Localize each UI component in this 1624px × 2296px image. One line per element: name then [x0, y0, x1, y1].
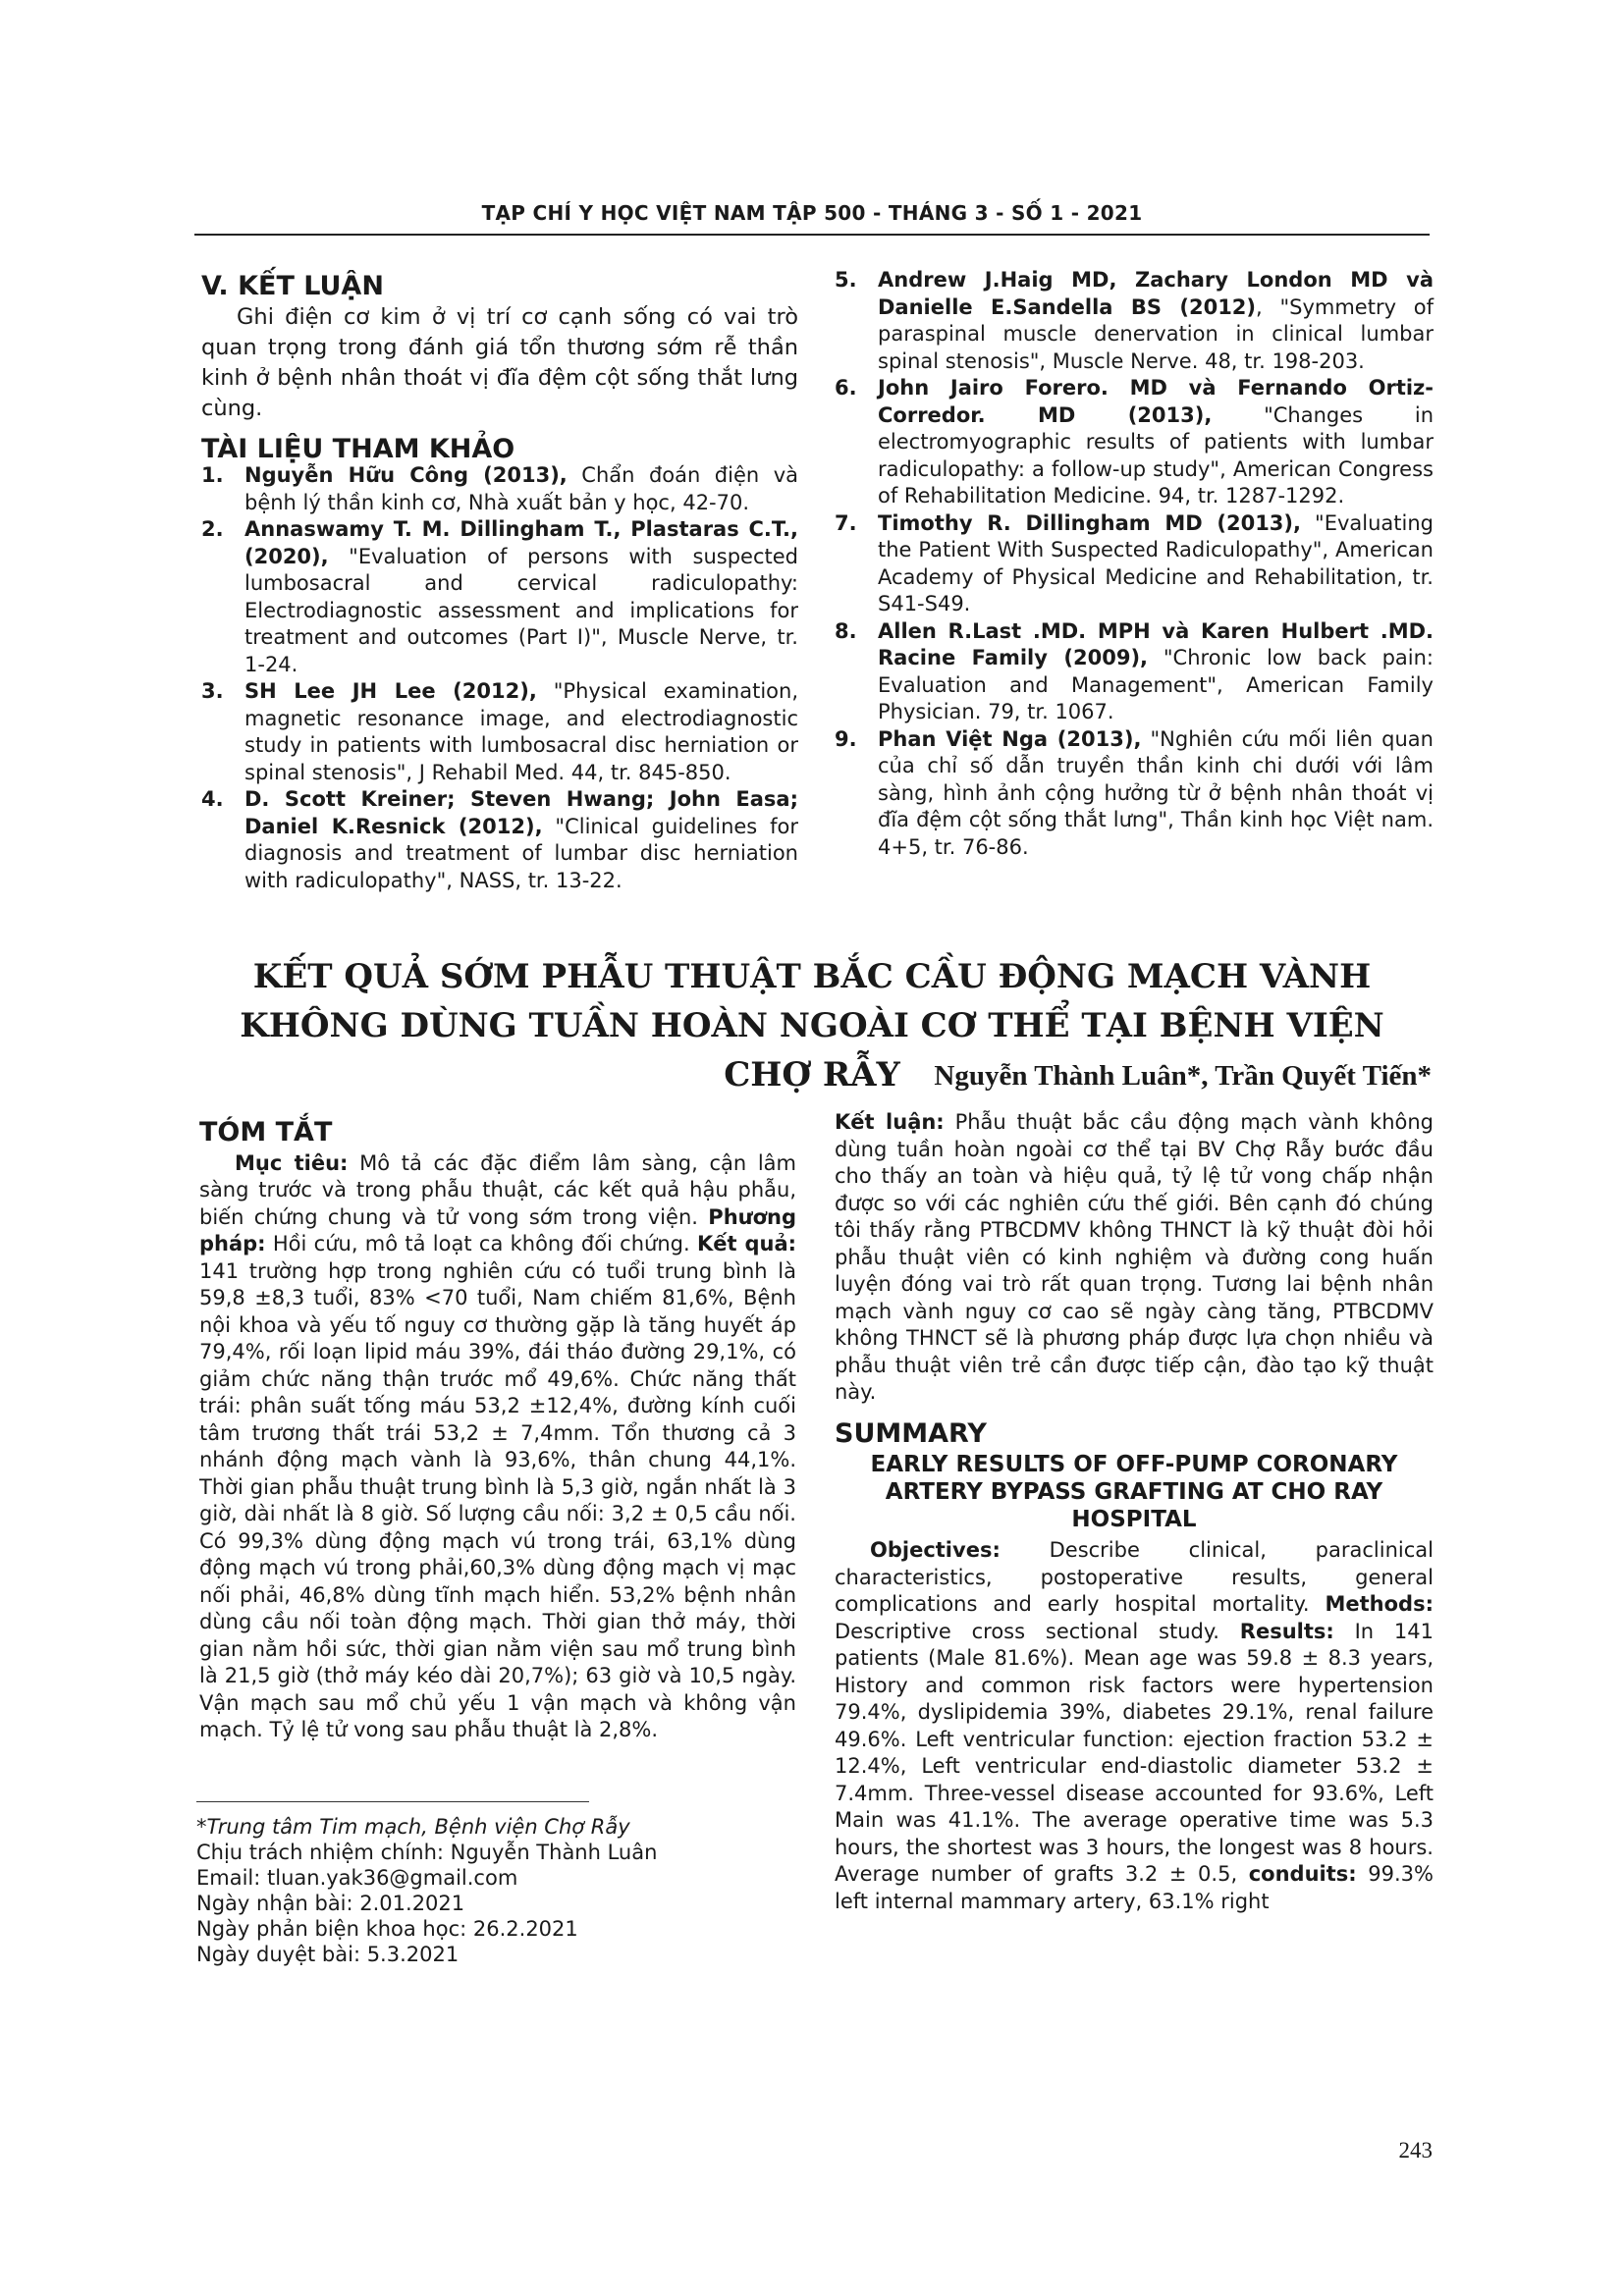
footnote-email: Email: tluan.yak36@gmail.com	[196, 1866, 518, 1890]
reference-authors: Phan Việt Nga (2013),	[878, 726, 1142, 751]
reference-authors: Timothy R. Dillingham MD (2013),	[878, 510, 1301, 535]
label-results-en: Results:	[1239, 1619, 1334, 1643]
reference-details: "Physical examination, magnetic resonance image, and electrodiagnostic study in patients with lumbosacral disc herniation or spinal stenosis", J Rehabil Med. 44, tr. 845-850.	[244, 679, 799, 784]
reference-number: 8.	[835, 618, 857, 643]
reference-list-left	[201, 462, 798, 894]
reference-number: 5.	[835, 268, 857, 292]
page-number: 243	[1398, 2138, 1433, 2163]
conclusion-text: Ghi điện cơ kim ở vị trí cơ cạnh sống có vai trò quan trọng trong đánh giá tổn thương sớm rễ thần kinh ở bệnh nhân thoát vị đĩa đệm cột sống thắt lưng cùng.	[201, 303, 798, 421]
reference-authors: Allen R.Last .MD. MPH và Karen Hulbert .MD. Racine Family (2009),	[878, 618, 1434, 669]
conclusion-heading: V. KẾT LUẬN	[201, 271, 384, 301]
header-divider	[194, 234, 1430, 236]
article-title-line-2: KHÔNG DÙNG TUẦN HOÀN NGOÀI CƠ THỂ TẠI BỆNH VIỆN CHỢ RẪY	[240, 1006, 1384, 1095]
label-conclusion: Kết luận:	[835, 1110, 945, 1134]
reference-details: "Chronic low back pain: Evaluation and Management", American Family Physician. 79, tr. 1067.	[878, 646, 1434, 723]
reference-authors: Annaswamy T. M. Dillingham T., Plastaras C.T., (2020),	[244, 517, 798, 568]
tomtat-conclusion: Phẫu thuật bắc cầu động mạch vành không dùng tuần hoàn ngoài cơ thể tại BV Chợ Rẫy bước đầu cho thấy an toàn và hiệu quả, tỷ lệ tử vong chấp nhận được so với các nghiên cứu thế giới. Bên cạnh đó chúng tôi thấy rằng PTBCDMV không THNCT là kỹ thuật đòi hỏi phẫu thuật viên có kinh nghiệm và đường cong huấn luyện đóng vai trò rất quan trọng. Tương lai bệnh nhân mạch vành nguy cơ cao sẽ ngày càng tăng, PTBCDMV không THNCT sẽ là phương pháp được lựa chọn nhiều và phẫu thuật viên trẻ cần được tiếp cận, đào tạo kỹ thuật này.	[835, 1110, 1434, 1404]
footnote-responsible: Chịu trách nhiệm chính: Nguyễn Thành Luân	[196, 1841, 658, 1864]
tomtat-heading: TÓM TẮT	[199, 1117, 333, 1148]
label-methods: Methods:	[1325, 1592, 1434, 1616]
label-objective: Mục tiêu:	[235, 1150, 349, 1175]
tomtat-conclusion-paragraph	[835, 1109, 1434, 1407]
summary-objectives: Describe clinical, paraclinical characteristics, postoperative results, general complications and early hospital mortality.	[835, 1538, 1434, 1616]
summary-results: In 141 patients (Male 81.6%). Mean age was 59.8 ± 8.3 years, History and common risk factors were hypertension 79.4%, dyslipidemia 39%, diabetes 29.1%, renal failure 49.6%. Left ventricular function: ejection fraction 53.2 ± 12.4%, Left ventricular end-diastolic diameter 53.2 ± 7.4mm. Three-vessel disease accounted for 93.6%, Left Main was 41.1%. The average operative time was 5.3 hours, the shortest was 3 hours, the longest was 8 hours. Average number of grafts 3.2 ± 0.5,	[835, 1619, 1435, 1886]
reference-details: "Clinical guidelines for diagnosis and treatment of lumbar disc herniation with radiculopathy", NASS, tr. 13-22.	[244, 814, 798, 892]
upper-right-column	[835, 267, 1434, 861]
references-heading: TÀI LIỆU THAM KHẢO	[201, 433, 515, 464]
reference-details: , "Symmetry of paraspinal muscle denervation in clinical lumbar spinal stenosis", Muscle Nerve. 48, tr. 198-203.	[878, 294, 1435, 373]
reference-number: 7.	[835, 510, 857, 535]
tomtat-body	[199, 1150, 796, 1744]
reference-item	[835, 618, 1434, 726]
reference-authors: Andrew J.Haig MD, Zachary London MD và Danielle E.Sandella BS (2012)	[878, 268, 1434, 319]
reference-number: 6.	[835, 376, 857, 400]
reference-details: "Evaluating the Patient With Suspected Radiculopathy", American Academy of Physical Medicine and Rehabilitation, tr. S41-S49.	[878, 510, 1435, 615]
summary-heading: SUMMARY	[835, 1417, 987, 1449]
reference-details: "Changes in electromyographic results of patients with lumbar radiculopathy: a follow-up study", American Congress of Rehabilitation Medicine. 94, tr. 1287-1292.	[878, 402, 1435, 507]
reference-item	[835, 726, 1434, 862]
reference-authors: Nguyễn Hữu Công (2013),	[244, 463, 568, 487]
reference-item	[835, 510, 1434, 618]
tomtat-results: 141 trường hợp trong nghiên cứu có tuổi trung bình là 59,8 ±8,3 tuổi, 83% <70 tuổi, Nam chiếm 81,6%, Bệnh nội khoa và yếu tố nguy cơ thường gặp là tăng huyết áp 79,4%, rối loạn lipid máu 39%, đái tháo đường 29,1%, có giảm chức năng thận trước mổ 49,6%. Chức năng thất trái: phân suất tống máu 53,2 ±12,4%, đường kính cuối tâm trương thất trái 53,2 ± 7,4mm. Tổn thương cả 3 nhánh động mạch vành là 93,6%, thân chung 44,1%. Thời gian phẫu thuật trung bình là 5,3 giờ, ngắn nhất là 3 giờ, dài nhất là 8 giờ. Số lượng cầu nối: 3,2 ± 0,5 cầu nối. Có 99,3% dùng động mạch vú trong trái, 63,1% dùng động mạch vú trong phải,60,3% dùng động mạch vị mạc nối phải, 46,8% dùng tĩnh mạch hiển. 53,2% bệnh nhân dùng cầu nối toàn động mạch. Thời gian thở máy, thời gian nằm hồi sức, thời gian nằm viện sau mổ trung bình là 21,5 giờ (thở máy kéo dài 20,7%); 63 giờ và 10,5 ngày. Vận mạch sau mổ chủ yếu 1 vận mạch và không vận mạch. Tỷ lệ tử vong sau phẫu thuật là 2,8%.	[199, 1258, 796, 1741]
reference-number: 9.	[835, 726, 857, 751]
reference-item	[201, 516, 798, 678]
summary-body	[835, 1537, 1434, 1915]
upper-left-column	[201, 273, 798, 894]
reference-number: 3.	[201, 679, 224, 703]
label-results: Kết quả:	[696, 1232, 797, 1255]
tomtat-method: Hồi cứu, mô tả loạt ca không đối chứng.	[265, 1232, 697, 1255]
footnote-approved: Ngày duyệt bài: 5.3.2021	[196, 1943, 460, 1966]
label-objectives: Objectives:	[870, 1538, 1001, 1562]
summary-methods: Descriptive cross sectional study.	[835, 1619, 1240, 1643]
reference-number: 4.	[201, 787, 224, 811]
summary-conduits: 99.3% left internal mammary artery, 63.1% right	[835, 1862, 1434, 1913]
reference-authors: John Jairo Forero. MD và Fernando Ortiz-Corredor. MD (2013),	[878, 376, 1434, 427]
reference-details: Chẩn đoán điện và bệnh lý thần kinh cơ, Nhà xuất bản y học, 42-70.	[244, 463, 798, 514]
article-authors: Nguyễn Thành Luân*, Trần Quyết Tiến*	[934, 1060, 1432, 1092]
footnote-affiliation: *Trung tâm Tim mạch, Bệnh viện Chợ Rẫy	[196, 1815, 630, 1839]
reference-number: 1.	[201, 463, 224, 487]
label-conduits: conduits:	[1248, 1862, 1357, 1886]
reference-details: "Nghiên cứu mối liên quan của chỉ số dẫn truyền thần kinh chi dưới với lâm sàng, hình ảnh cộng hưởng từ ở bệnh nhân thoát vị đĩa đệm cột sống thắt lưng", Thần kinh học Việt nam. 4+5, tr. 76-86.	[878, 726, 1434, 859]
reference-item	[835, 267, 1434, 375]
footnote-reviewed: Ngày phản biện khoa học: 26.2.2021	[196, 1917, 578, 1941]
reference-item	[201, 462, 798, 516]
article-title-line-1: KẾT QUẢ SỚM PHẪU THUẬT BẮC CẦU ĐỘNG MẠCH VÀNH	[252, 957, 1372, 996]
footnote	[196, 1814, 805, 1967]
abstract-right-column	[835, 1109, 1434, 1915]
reference-item	[201, 786, 798, 894]
reference-item	[201, 678, 798, 786]
reference-authors: SH Lee JH Lee (2012),	[244, 679, 537, 703]
summary-title: EARLY RESULTS OF OFF-PUMP CORONARY ARTERY BYPASS GRAFTING AT CHO RAY HOSPITAL	[870, 1452, 1398, 1532]
reference-list-right	[835, 267, 1434, 861]
reference-number: 2.	[201, 517, 224, 541]
reference-authors: D. Scott Kreiner; Steven Hwang; John Easa; Daniel K.Resnick (2012),	[244, 787, 798, 838]
journal-header: TẠP CHÍ Y HỌC VIỆT NAM TẬP 500 - THÁNG 3 - SỐ 1 - 2021	[481, 201, 1143, 225]
abstract-vi-column	[199, 1119, 796, 1744]
footnote-received: Ngày nhận bài: 2.01.2021	[196, 1892, 465, 1915]
reference-details: "Evaluation of persons with suspected lumbosacral and cervical radiculopathy: Electrodiagnostic assessment and implications for treatment and outcomes (Part I)", Muscle Nerve, tr. 1-24.	[244, 544, 798, 676]
footnote-divider	[196, 1801, 589, 1802]
reference-item	[835, 375, 1434, 510]
tomtat-objective: Mô tả các đặc điểm lâm sàng, cận lâm sàng trước và trong phẫu thuật, các kết quả hậu phẫu, biến chứng chung và tử vong sớm trong viện.	[199, 1150, 796, 1229]
label-method: Phương pháp:	[199, 1204, 796, 1255]
